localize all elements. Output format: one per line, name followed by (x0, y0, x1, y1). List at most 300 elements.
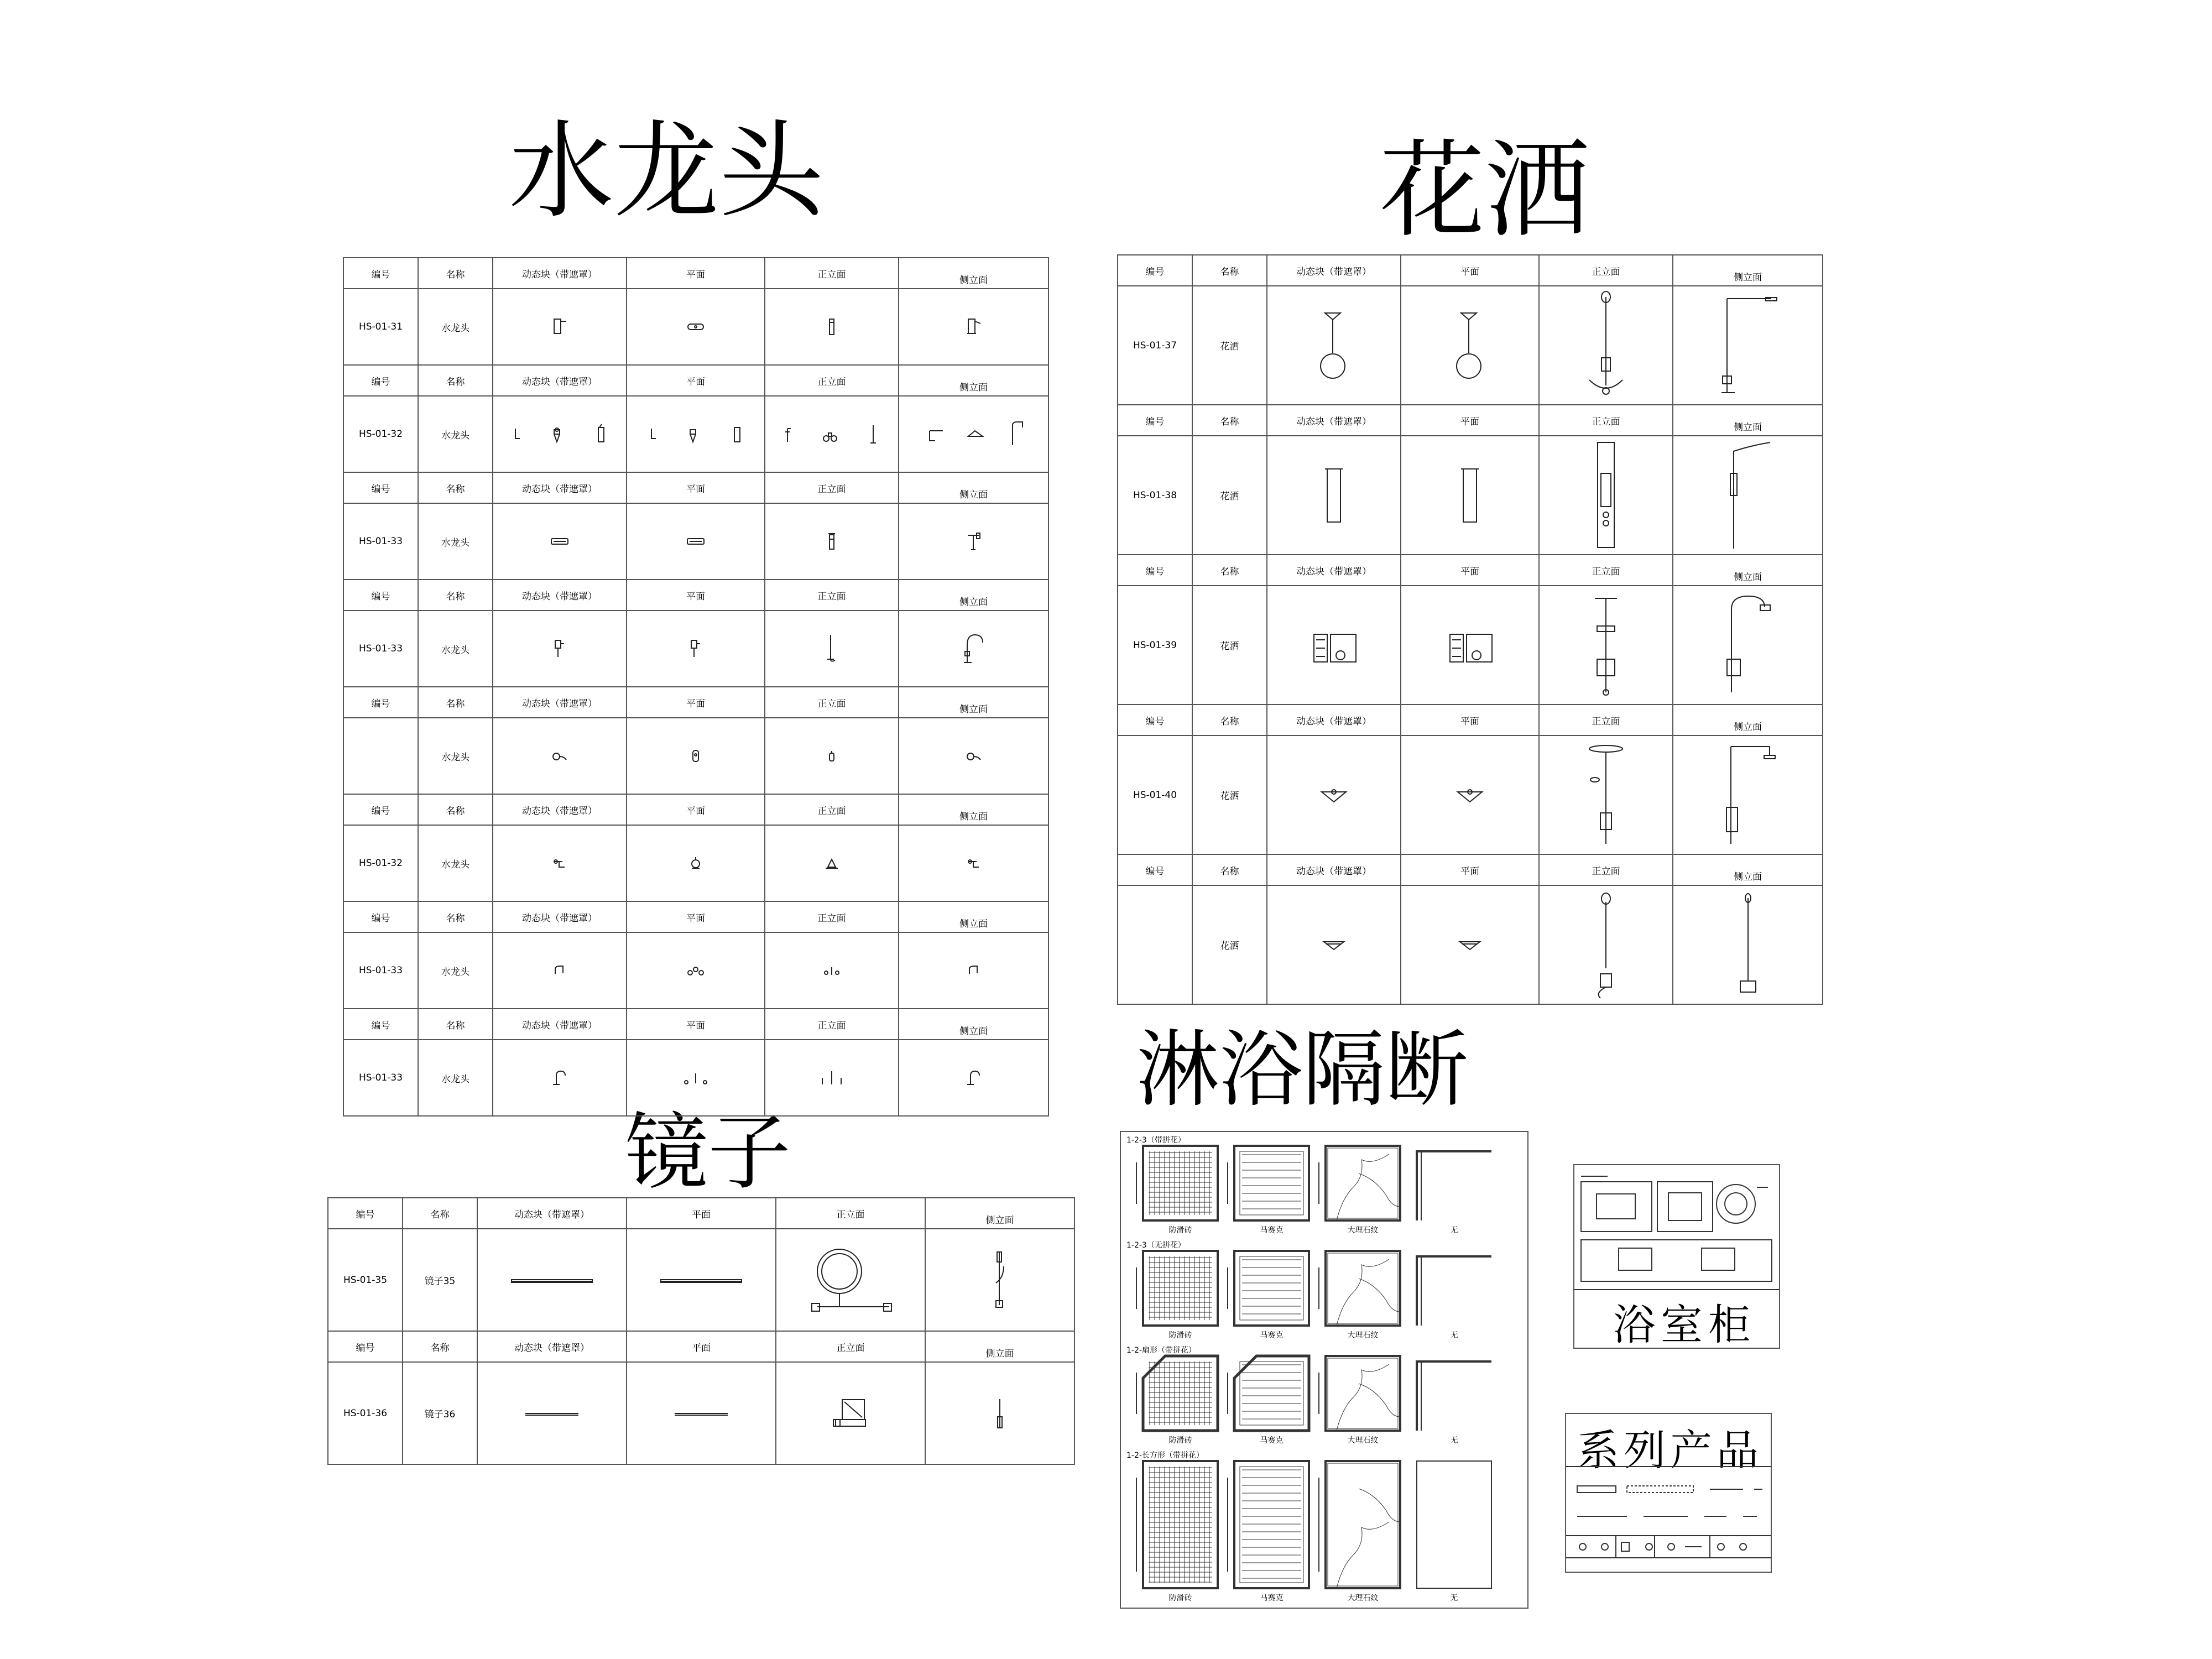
partition-tile-drawing (1228, 1146, 1309, 1220)
partition-col-label: 大理石纹 (1347, 1436, 1379, 1445)
drawing-cell (1401, 735, 1539, 854)
mirror-round-view-3-icon (806, 1246, 895, 1314)
faucet-small-view-4-icon (966, 855, 982, 872)
shower-table (1117, 254, 1823, 1005)
drawing-cell (1539, 436, 1673, 555)
faucet-gooseneck-view-4-icon (962, 633, 986, 665)
faucet-small-view-2-icon (687, 855, 704, 872)
faucet-triple-view-3-icon (782, 424, 881, 444)
shower-header-row (1118, 854, 1823, 885)
faucet-header-cell: 编号 (343, 794, 418, 825)
shower-rain-view-2-icon (1454, 786, 1485, 804)
faucet-section-title: 水龙头 (509, 110, 825, 232)
drawing-cell (627, 611, 765, 687)
faucet-spout-view-2-icon (687, 963, 705, 978)
faucet-header-cell: 编号 (343, 580, 418, 611)
drawing-cell (493, 932, 627, 1009)
faucet-header-row (343, 580, 1048, 611)
drawing-cell (627, 932, 765, 1009)
product-code: HS-01-36 (328, 1362, 403, 1464)
mirror-section-title: 镜子 (625, 1105, 791, 1201)
mirror-header-cell: 动态块（带遮罩） (477, 1198, 627, 1229)
product-code: HS-01-32 (343, 396, 418, 472)
faucet-header-cell: 名称 (418, 258, 493, 289)
drawing-cell (627, 718, 765, 794)
drawing-cell (1401, 286, 1539, 405)
drawing-cell (1267, 735, 1401, 854)
faucet-header-row (343, 687, 1048, 718)
product-code: HS-01-40 (1118, 735, 1192, 854)
faucet-header-cell: 平面 (627, 687, 765, 718)
faucet-header-cell: 侧立面 (899, 472, 1048, 503)
faucet-row (343, 1040, 1048, 1116)
faucet-header-cell: 名称 (418, 687, 493, 718)
partition-tile-drawing (1417, 1256, 1491, 1326)
series-drawings (1566, 1414, 1771, 1572)
shower-row (1118, 286, 1823, 405)
drawing-cell (899, 1040, 1048, 1116)
drawing-cell (765, 932, 899, 1009)
faucet-row (343, 718, 1048, 794)
shower-header-cell: 正立面 (1539, 255, 1673, 286)
shower-column-view-1-icon (1308, 623, 1359, 667)
faucet-header-row (343, 1009, 1048, 1040)
product-code: HS-01-31 (343, 289, 418, 365)
faucet-spout-view-4-icon (966, 963, 982, 978)
drawing-cell (1267, 286, 1401, 405)
shower-header-cell: 侧立面 (1673, 705, 1823, 735)
faucet-row (343, 932, 1048, 1009)
faucet-header-row (343, 794, 1048, 825)
product-name: 花洒 (1192, 586, 1267, 705)
faucet-set-view-1-icon (551, 1069, 568, 1087)
mirror-header-cell: 侧立面 (925, 1331, 1074, 1362)
product-code: HS-01-39 (1118, 586, 1192, 705)
faucet-header-cell: 编号 (343, 472, 418, 503)
drawing-cell (477, 1229, 627, 1331)
drawing-cell (925, 1362, 1074, 1464)
shower-set-view-2-icon (1459, 311, 1481, 380)
shower-header-cell: 编号 (1118, 854, 1192, 885)
mirror-header-cell: 名称 (403, 1198, 477, 1229)
partition-col-label: 防滑砖 (1168, 1594, 1192, 1603)
mirror-table (327, 1197, 1075, 1465)
faucet-header-cell: 平面 (627, 258, 765, 289)
drawing-cell (1267, 436, 1401, 555)
faucet-header-cell: 平面 (627, 472, 765, 503)
shower-header-cell: 名称 (1192, 854, 1267, 885)
shower-header-cell: 动态块（带遮罩） (1267, 555, 1401, 586)
faucet-spout-view-1-icon (552, 963, 567, 978)
faucet-header-cell: 动态块（带遮罩） (493, 580, 627, 611)
drawing-cell (1539, 735, 1673, 854)
faucet-header-cell: 平面 (627, 901, 765, 932)
shower-header-cell: 动态块（带遮罩） (1267, 255, 1401, 286)
faucet-header-cell: 侧立面 (899, 365, 1048, 396)
drawing-cell (765, 1040, 899, 1116)
partition-col-label: 无 (1450, 1436, 1458, 1445)
product-name: 镜子35 (403, 1229, 477, 1331)
shower-header-cell: 平面 (1401, 555, 1539, 586)
faucet-bar-view-2-icon (685, 534, 706, 549)
mirror-square-view-3-icon (831, 1397, 870, 1430)
shower-header-cell: 编号 (1118, 555, 1192, 586)
partition-col-label: 防滑砖 (1168, 1226, 1192, 1235)
drawing-cell (627, 1362, 776, 1464)
partition-col-label: 马赛克 (1260, 1226, 1284, 1235)
drawing-cell (627, 396, 765, 472)
shower-set-view-3-icon (1584, 291, 1628, 400)
faucet-single-view-4-icon (964, 317, 984, 337)
faucet-small-view-3-icon (823, 855, 840, 872)
drawing-cell (1401, 436, 1539, 555)
partition-tile-drawing (1228, 1251, 1309, 1326)
shower-header-cell: 平面 (1401, 854, 1539, 885)
drawing-cell (1673, 286, 1823, 405)
product-code: HS-01-32 (343, 825, 418, 901)
partition-col-label: 大理石纹 (1347, 1226, 1379, 1235)
faucet-single-view-1-icon (550, 317, 570, 337)
faucet-header-cell: 平面 (627, 794, 765, 825)
drawing-cell (776, 1229, 925, 1331)
faucet-header-cell: 侧立面 (899, 901, 1048, 932)
faucet-gooseneck-view-1-icon (552, 638, 567, 659)
partition-tile-drawing (1417, 1461, 1491, 1588)
shower-hand-view-3-icon (1584, 891, 1628, 999)
drawing-cell (493, 396, 627, 472)
mirror-header-cell: 正立面 (776, 1331, 925, 1362)
mirror-header-cell: 平面 (627, 1198, 776, 1229)
faucet-wall-view-4-icon (964, 748, 984, 764)
faucet-bar-view-3-icon (824, 531, 839, 551)
drawing-cell (1539, 586, 1673, 705)
shower-header-cell: 侧立面 (1673, 255, 1823, 286)
drawing-cell (493, 718, 627, 794)
faucet-set-view-4-icon (965, 1069, 983, 1087)
shower-header-cell: 名称 (1192, 555, 1267, 586)
faucet-single-view-3-icon (823, 317, 841, 337)
partition-row-label: 1-2-长方形（带拼花） (1126, 1451, 1204, 1460)
drawing-cell (765, 718, 899, 794)
mirror-square-view-2-icon (672, 1407, 730, 1420)
shower-row (1118, 885, 1823, 1004)
product-name: 水龙头 (418, 1040, 493, 1116)
series-panel (1565, 1413, 1772, 1573)
partition-col-label: 无 (1450, 1331, 1458, 1340)
drawing-cell (765, 289, 899, 365)
product-code: HS-01-38 (1118, 436, 1192, 555)
faucet-row (343, 289, 1048, 365)
drawing-cell (627, 825, 765, 901)
drawing-cell (1401, 586, 1539, 705)
partition-tile-drawing (1228, 1356, 1309, 1431)
shower-header-row (1118, 255, 1823, 286)
shower-header-cell: 侧立面 (1673, 854, 1823, 885)
partition-tile-drawing (1319, 1146, 1400, 1220)
shower-header-cell: 编号 (1118, 405, 1192, 436)
mirror-header-cell: 侧立面 (925, 1198, 1074, 1229)
partition-row-label: 1-2-3（带拼花） (1126, 1136, 1186, 1145)
drawing-cell (1539, 885, 1673, 1004)
faucet-header-row (343, 901, 1048, 932)
drawing-cell (493, 289, 627, 365)
partition-row-label: 1-2-扇形（带拼花） (1126, 1346, 1196, 1355)
faucet-header-cell: 动态块（带遮罩） (493, 687, 627, 718)
faucet-header-cell: 正立面 (765, 1009, 899, 1040)
drawing-cell (1267, 586, 1401, 705)
drawing-cell (899, 289, 1048, 365)
shower-header-cell: 平面 (1401, 405, 1539, 436)
product-name: 水龙头 (418, 825, 493, 901)
shower-rain-view-4-icon (1718, 741, 1778, 849)
mirror-header-cell: 动态块（带遮罩） (477, 1331, 627, 1362)
faucet-row (343, 396, 1048, 472)
faucet-header-cell: 编号 (343, 901, 418, 932)
faucet-header-cell: 正立面 (765, 901, 899, 932)
drawing-cell (899, 503, 1048, 580)
shower-header-cell: 动态块（带遮罩） (1267, 405, 1401, 436)
product-code: HS-01-33 (343, 1040, 418, 1116)
shower-hand-view-2-icon (1455, 937, 1484, 953)
shower-header-cell: 名称 (1192, 255, 1267, 286)
shower-set-view-1-icon (1323, 311, 1345, 380)
faucet-bar-view-1-icon (549, 534, 570, 549)
shower-panel-view-3-icon (1587, 440, 1625, 551)
drawing-cell (765, 611, 899, 687)
faucet-single-view-2-icon (686, 319, 706, 335)
drawing-cell (493, 1040, 627, 1116)
product-code: HS-01-33 (343, 611, 418, 687)
faucet-header-cell: 侧立面 (899, 580, 1048, 611)
faucet-bar-view-4-icon (964, 531, 983, 552)
shower-row (1118, 735, 1823, 854)
shower-header-row (1118, 705, 1823, 735)
faucet-header-row (343, 365, 1048, 396)
shower-panel-view-2-icon (1459, 467, 1481, 524)
drawing-cell (1539, 286, 1673, 405)
faucet-triple-view-4-icon (924, 423, 1024, 445)
shower-header-cell: 编号 (1118, 705, 1192, 735)
faucet-header-cell: 正立面 (765, 794, 899, 825)
faucet-row (343, 503, 1048, 580)
partition-tile-drawing (1417, 1361, 1491, 1431)
partition-col-label: 防滑砖 (1168, 1331, 1192, 1340)
partition-tile-drawing (1319, 1356, 1400, 1431)
drawing-cell (627, 1229, 776, 1331)
faucet-header-cell: 侧立面 (899, 258, 1048, 289)
partition-col-label: 防滑砖 (1168, 1436, 1192, 1445)
drawing-cell (493, 503, 627, 580)
faucet-header-cell: 平面 (627, 365, 765, 396)
shower-header-row (1118, 405, 1823, 436)
faucet-header-cell: 正立面 (765, 365, 899, 396)
shower-header-cell: 动态块（带遮罩） (1267, 854, 1401, 885)
mirror-row (328, 1362, 1074, 1464)
faucet-header-cell: 侧立面 (899, 1009, 1048, 1040)
product-name: 水龙头 (418, 932, 493, 1009)
product-name: 花洒 (1192, 735, 1267, 854)
faucet-header-cell: 动态块（带遮罩） (493, 901, 627, 932)
partition-tile-drawing (1319, 1251, 1400, 1326)
shower-header-cell: 正立面 (1539, 405, 1673, 436)
faucet-header-row (343, 258, 1048, 289)
faucet-header-cell: 名称 (418, 794, 493, 825)
product-name: 水龙头 (418, 718, 493, 794)
shower-header-row (1118, 555, 1823, 586)
drawing-cell (493, 611, 627, 687)
faucet-gooseneck-view-3-icon (824, 634, 839, 664)
faucet-header-cell: 编号 (343, 365, 418, 396)
faucet-wall-view-2-icon (688, 747, 703, 765)
product-code: HS-01-37 (1118, 286, 1192, 405)
product-name: 花洒 (1192, 885, 1267, 1004)
partition-col-label: 大理石纹 (1347, 1594, 1379, 1603)
shower-header-cell: 平面 (1401, 255, 1539, 286)
product-name: 水龙头 (418, 396, 493, 472)
partition-tile-drawing (1319, 1461, 1400, 1588)
faucet-spout-view-3-icon (823, 963, 841, 978)
faucet-header-cell: 名称 (418, 901, 493, 932)
shower-header-cell: 侧立面 (1673, 555, 1823, 586)
faucet-header-cell: 名称 (418, 1009, 493, 1040)
faucet-gooseneck-view-2-icon (688, 638, 703, 659)
shower-header-cell: 侧立面 (1673, 405, 1823, 436)
faucet-header-cell: 名称 (418, 365, 493, 396)
faucet-header-cell: 正立面 (765, 258, 899, 289)
mirror-square-view-1-icon (523, 1407, 581, 1420)
mirror-header-cell: 编号 (328, 1198, 403, 1229)
product-name: 水龙头 (418, 503, 493, 580)
mirror-round-view-4-icon (986, 1250, 1014, 1311)
drawing-cell (493, 825, 627, 901)
drawing-cell (1401, 885, 1539, 1004)
faucet-header-cell: 编号 (343, 1009, 418, 1040)
faucet-wall-view-3-icon (824, 748, 839, 764)
mirror-round-view-2-icon (659, 1274, 744, 1287)
faucet-header-cell: 动态块（带遮罩） (493, 472, 627, 503)
faucet-header-cell: 正立面 (765, 580, 899, 611)
shower-column-view-3-icon (1584, 593, 1628, 698)
faucet-header-cell: 正立面 (765, 472, 899, 503)
mirror-header-row (328, 1198, 1074, 1229)
shower-header-cell: 名称 (1192, 405, 1267, 436)
partition-row-label: 1-2-3（无拼花） (1126, 1241, 1186, 1250)
partition-col-label: 马赛克 (1260, 1436, 1284, 1445)
product-name: 花洒 (1192, 286, 1267, 405)
cabinet-panel (1573, 1164, 1780, 1349)
mirror-header-cell: 正立面 (776, 1198, 925, 1229)
drawing-cell (627, 289, 765, 365)
product-name: 花洒 (1192, 436, 1267, 555)
faucet-wall-view-1-icon (550, 748, 570, 764)
shower-column-view-2-icon (1444, 623, 1495, 667)
mirror-square-view-4-icon (989, 1397, 1011, 1430)
faucet-header-cell: 正立面 (765, 687, 899, 718)
faucet-header-cell: 编号 (343, 258, 418, 289)
shower-panel-view-1-icon (1323, 467, 1345, 524)
drawing-cell (627, 1040, 765, 1116)
faucet-header-cell: 动态块（带遮罩） (493, 794, 627, 825)
faucet-triple-view-2-icon (646, 424, 745, 444)
shower-hand-view-4-icon (1731, 893, 1765, 998)
drawing-cell (925, 1229, 1074, 1331)
series-title: 系列产品 (1577, 1426, 1763, 1475)
drawing-cell (1673, 586, 1823, 705)
drawing-cell (765, 825, 899, 901)
drawing-cell (1673, 885, 1823, 1004)
drawing-cell (899, 932, 1048, 1009)
shower-rain-view-1-icon (1318, 786, 1349, 804)
product-code: HS-01-33 (343, 503, 418, 580)
faucet-table (343, 257, 1049, 1117)
shower-panel-view-4-icon (1723, 440, 1773, 551)
faucet-header-cell: 侧立面 (899, 687, 1048, 718)
drawing-cell (899, 396, 1048, 472)
partition-tile-drawing (1136, 1251, 1218, 1326)
faucet-header-cell: 平面 (627, 580, 765, 611)
faucet-header-cell: 编号 (343, 687, 418, 718)
faucet-row (343, 611, 1048, 687)
partition-tile-drawing (1136, 1146, 1218, 1220)
partition-panel (1120, 1131, 1528, 1609)
product-code: HS-01-33 (343, 932, 418, 1009)
faucet-set-view-3-icon (819, 1069, 844, 1087)
shower-header-cell: 名称 (1192, 705, 1267, 735)
partition-col-label: 大理石纹 (1347, 1331, 1379, 1340)
faucet-header-cell: 动态块（带遮罩） (493, 258, 627, 289)
drawing-cell (627, 503, 765, 580)
mirror-round-view-1-icon (509, 1274, 594, 1287)
faucet-small-view-1-icon (551, 855, 568, 872)
product-name: 镜子36 (403, 1362, 477, 1464)
shower-section-title: 花洒 (1380, 129, 1590, 252)
drawing-cell (1267, 885, 1401, 1004)
faucet-triple-view-1-icon (510, 424, 609, 444)
faucet-header-cell: 平面 (627, 1009, 765, 1040)
mirror-row (328, 1229, 1074, 1331)
mirror-header-cell: 平面 (627, 1331, 776, 1362)
partition-tile-drawing (1136, 1356, 1218, 1431)
drawing-cell (765, 396, 899, 472)
partition-tile-drawing (1228, 1461, 1309, 1588)
faucet-row (343, 825, 1048, 901)
shower-header-cell: 正立面 (1539, 705, 1673, 735)
partition-section-title: 淋浴隔断 (1136, 1022, 1469, 1118)
product-name: 水龙头 (418, 611, 493, 687)
faucet-header-cell: 动态块（带遮罩） (493, 1009, 627, 1040)
partition-tile-drawing (1417, 1151, 1491, 1220)
shower-header-cell: 编号 (1118, 255, 1192, 286)
product-code (1118, 885, 1192, 1004)
shower-rain-view-3-icon (1584, 741, 1628, 849)
shower-header-cell: 平面 (1401, 705, 1539, 735)
product-code: HS-01-35 (328, 1229, 403, 1331)
faucet-header-cell: 动态块（带遮罩） (493, 365, 627, 396)
faucet-header-cell: 名称 (418, 580, 493, 611)
shower-set-view-4-icon (1716, 293, 1780, 398)
faucet-header-cell: 名称 (418, 472, 493, 503)
faucet-header-cell: 侧立面 (899, 794, 1048, 825)
mirror-header-row (328, 1331, 1074, 1362)
faucet-set-view-2-icon (683, 1069, 708, 1087)
shower-header-cell: 正立面 (1539, 555, 1673, 586)
partition-col-label: 无 (1450, 1594, 1458, 1603)
shower-row (1118, 586, 1823, 705)
faucet-header-row (343, 472, 1048, 503)
partition-col-label: 马赛克 (1260, 1331, 1284, 1340)
product-code (343, 718, 418, 794)
shower-header-cell: 正立面 (1539, 854, 1673, 885)
